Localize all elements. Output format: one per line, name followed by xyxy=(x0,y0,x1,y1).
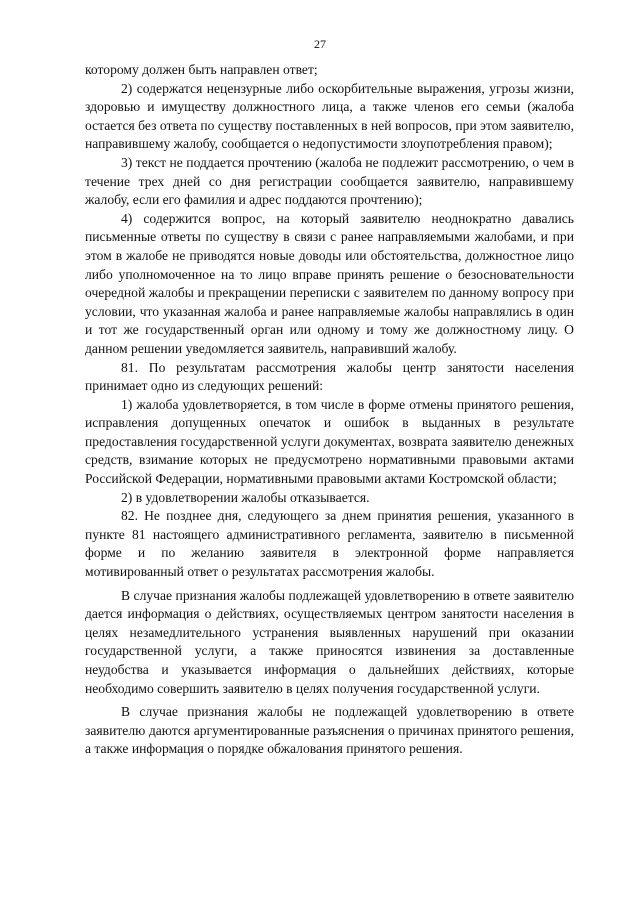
document-body xyxy=(85,61,574,759)
paragraph-82: 82. Не позднее дня, следующего за днем принятия решения, указанного в пункте 81 настоящего административного регламента, заявителю в письменной форме и по желанию заявителя в электронной форме направляется мотивированный ответ о результатах рассмотрения жалобы. xyxy=(85,508,574,580)
paragraph-rejected-case: В случае признания жалобы не подлежащей удовлетворению в ответе заявителю даются аргументированные разъяснения о причинах принятого решения, а также информация о порядке обжалования принятого решения. xyxy=(85,704,574,757)
paragraph-continuation: которому должен быть направлен ответ; xyxy=(85,62,318,77)
paragraph-item-2: 2) содержатся нецензурные либо оскорбительные выражения, угрозы жизни, здоровью и имуществу должностного лица, а также членов его семьи (жалоба остается без ответа по существу поставленных в ней вопросов, при этом заявителю, направившему жалобу, сообщается о недопустимости злоупотребления правом); xyxy=(85,80,574,152)
paragraph-item-3: 3) текст не поддается прочтению (жалоба не подлежит рассмотрению, о чем в течение трех дней со дня регистрации сообщается заявителю, направившему жалобу, если его фамилия и адрес поддаются прочтению); xyxy=(85,154,574,208)
paragraph-item-4: 4) содержится вопрос, на который заявителю неоднократно давались письменные ответы по существу в связи с ранее направляемыми жалобами, и при этом в жалобе не приводятся новые доводы или обстоятельства, должностное лицо либо уполномоченное на то лицо вправе принять решение о безосновательности очередной жалобы и прекращении переписки с заявителем по данному вопросу при условии, что указанная жалоба и ранее направляемые жалобы направлялись в один и тот же государственный орган или одному и тому же должностному лицу. О данном решении уведомляется заявитель, направивший жалобу. xyxy=(85,210,574,356)
page-number: 27 xyxy=(314,37,326,51)
paragraph-satisfied-case: В случае признания жалобы подлежащей удовлетворению в ответе заявителю дается информация о действиях, осуществляемых центром занятости населения в целях незамедлительного устранения выявленных нарушений при оказании государственной услуги, а также приносятся извинения за доставленные неудобства и указывается информация о дальнейших действиях, которые необходимо совершить заявителю в целях получения государственной услуги. xyxy=(85,587,574,696)
paragraph-81-item-1: 1) жалоба удовлетворяется, в том числе в форме отмены принятого решения, исправления допущенных опечаток и ошибок в выданных в результате предоставления государственной услуги документах, возврата заявителю денежных средств, взимание которых не предусмотрено нормативными правовыми актами Российской Федерации, нормативными правовыми актами Костромской области; xyxy=(85,396,574,487)
paragraph-81-item-2: 2) в удовлетворении жалобы отказывается. xyxy=(121,489,370,505)
paragraph-81: 81. По результатам рассмотрения жалобы центр занятости населения принимает одно из следующих решений: xyxy=(85,359,574,394)
